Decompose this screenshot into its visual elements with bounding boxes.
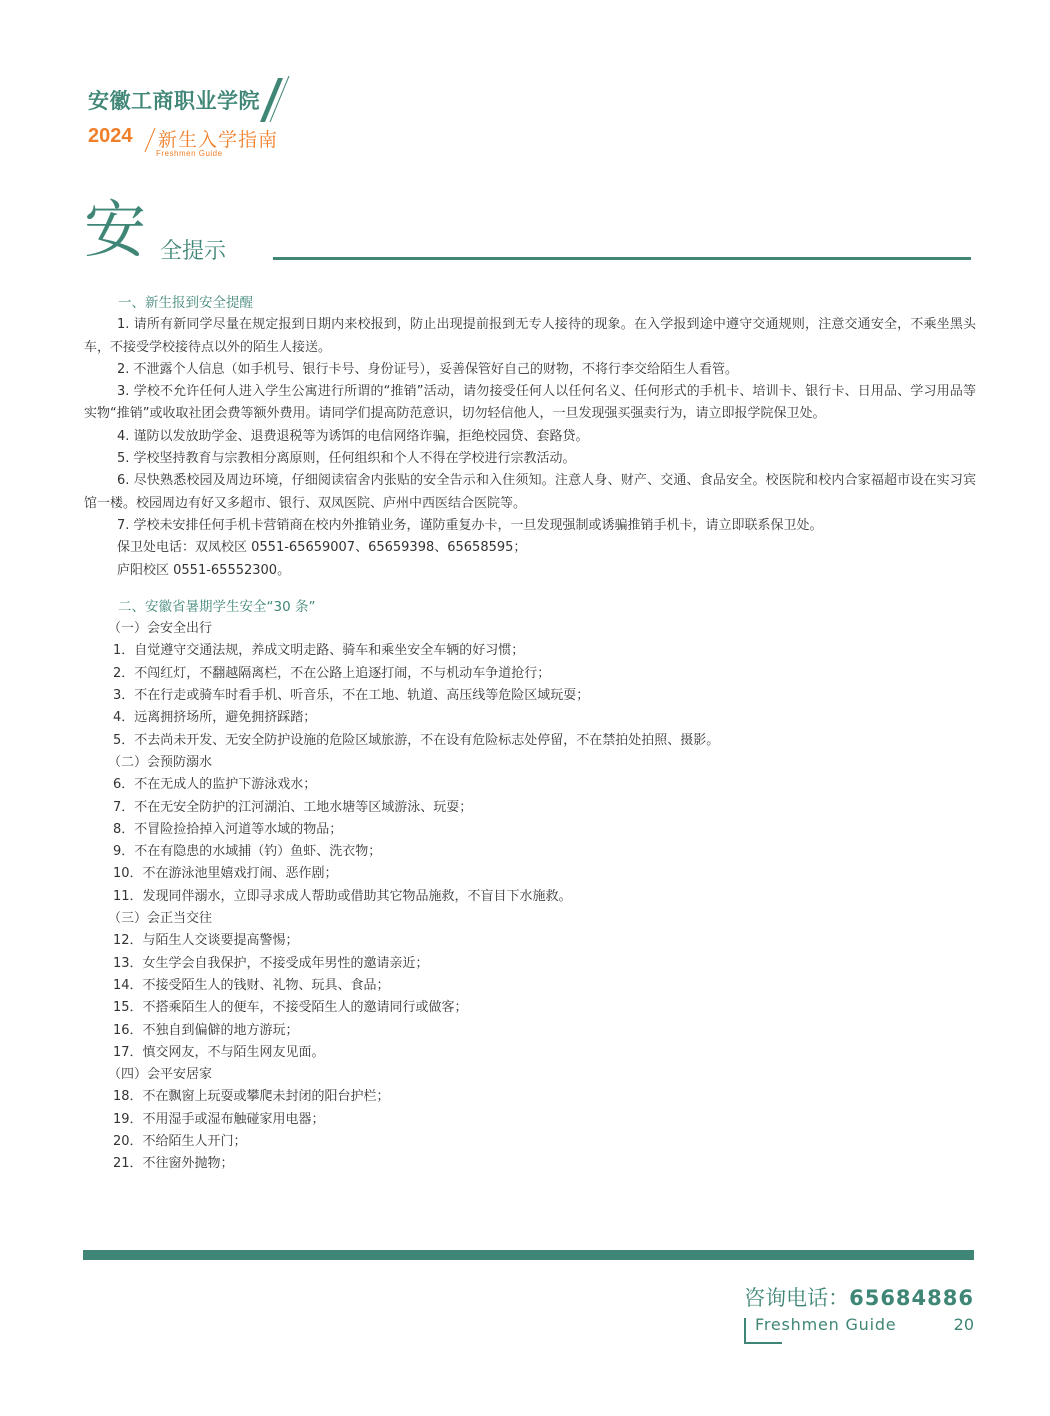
group-heading: （三）会正当交往 [108, 911, 213, 927]
school-name: 安徽工商职业学院 [88, 89, 260, 113]
list-item: 11．发现同伴溺水，立即寻求成人帮助或借助其它物品施救，不盲目下水施救。 [113, 888, 572, 904]
list-item: 10．不在游泳池里嬉戏打闹、恶作剧； [113, 866, 338, 882]
title-underline [273, 257, 971, 260]
paragraph: 2. 不泄露个人信息（如手机号、银行卡号、身份证号），妥善保管好自己的财物，不将行李交给陌生人看管。 [117, 361, 739, 377]
list-item: 8．不冒险捡拾掉入河道等水域的物品； [113, 821, 343, 837]
list-item: 18．不在飘窗上玩耍或攀爬未封闭的阳台护栏； [113, 1089, 390, 1105]
group-heading: （二）会预防溺水 [108, 754, 213, 770]
paragraph: 1. 请所有新同学尽量在规定报到日期内来校报到，防止出现提前报到无专人接待的现象。在入学报到途中遵守交通规则，注意交通安全，不乘坐黑头车，不接受学校接待点以外的陌生人接送。 [84, 317, 976, 355]
list-item: 6．不在无成人的监护下游泳戏水； [113, 777, 317, 793]
guide-year: 2024 [88, 125, 133, 147]
slash-divider-icon [144, 127, 156, 153]
list-item: 12．与陌生人交谈要提高警惕； [113, 933, 299, 949]
list-item: 1．自觉遵守交通法规，养成文明走路、骑车和乘坐安全车辆的好习惯； [113, 643, 525, 659]
paragraph: 6. 尽快熟悉校园及周边环境，仔细阅读宿舍内张贴的安全告示和入住须知。注意人身、财产、交通、食品安全。校医院和校内合家福超市设在实习宾馆一楼。校园周边有好又多超市、银行、双凤医院、庐州中西医结合医院等。 [84, 473, 976, 511]
paragraph: 5. 学校坚持教育与宗教相分离原则，任何组织和个人不得在学校进行宗教活动。 [117, 451, 576, 467]
double-slash-icon [256, 76, 292, 124]
list-item: 3．不在行走或骑车时看手机、听音乐，不在工地、轨道、高压线等危险区域玩耍； [113, 688, 590, 704]
list-item: 17．慎交网友，不与陌生网友见面。 [113, 1044, 325, 1060]
paragraph: 3. 学校不允许任何人进入学生公寓进行所谓的“推销”活动，请勿接受任何人以任何名义、任何形式的手机卡、培训卡、银行卡、日用品、学习用品等实物“推销”或收取社团会费等额外费用。请同学们提高防范意识，切勿轻信他人，一旦发现强买强卖行为，请立即报学院保卫处。 [84, 384, 976, 422]
hotline-number: 65684886 [849, 1286, 974, 1310]
section-heading: 一、新生报到安全提醒 [118, 295, 253, 311]
guide-title: 新生入学指南 [158, 129, 279, 151]
list-item: 5．不去尚未开发、无安全防护设施的危险区域旅游，不在设有危险标志处停留，不在禁拍处拍照、摄影。 [113, 732, 720, 748]
footer-divider [83, 1250, 974, 1260]
group-heading: （四）会平安居家 [108, 1067, 213, 1083]
list-item: 9．不在有隐患的水域捕（钓）鱼虾、洗衣物； [113, 844, 382, 860]
list-item: 2．不闯红灯，不翻越隔离栏，不在公路上追逐打闹，不与机动车争道抢行； [113, 665, 551, 681]
group-heading: （一）会安全出行 [108, 621, 213, 637]
paragraph: 4. 谨防以发放助学金、退费退税等为诱饵的电信网络诈骗，拒绝校园贷、套路贷。 [117, 428, 589, 444]
list-item: 4．远离拥挤场所，避免拥挤踩踏； [113, 710, 317, 726]
brand-header [88, 86, 279, 158]
page-content [84, 292, 976, 1176]
list-item: 15．不搭乘陌生人的便车，不接受陌生人的邀请同行或做客； [113, 1000, 468, 1016]
list-item: 7．不在无安全防护的江河湖泊、工地水塘等区域游泳、玩耍； [113, 799, 473, 815]
list-item: 14．不接受陌生人的钱财、礼物、玩具、食品； [113, 977, 390, 993]
page-title-rest: 全提示 [160, 239, 227, 264]
paragraph: 7. 学校未安排任何手机卡营销商在校内外推销业务，谨防重复办卡，一旦发现强制或诱骗推销手机卡，请立即联系保卫处。 [117, 517, 823, 533]
list-item: 21．不往窗外抛物； [113, 1156, 234, 1172]
page-number: 20 [953, 1315, 974, 1334]
security-phone-line: 庐阳校区 0551-65552300。 [117, 562, 291, 578]
list-item: 16．不独自到偏僻的地方游玩； [113, 1022, 299, 1038]
list-item: 13．女生学会自我保护，不接受成年男性的邀请亲近； [113, 955, 429, 971]
list-item: 20．不给陌生人开门； [113, 1133, 247, 1149]
guide-title-en: Freshmen Guide [156, 149, 223, 158]
list-item: 19．不用湿手或湿布触碰家用电器； [113, 1111, 325, 1127]
footer-guide-label: Freshmen Guide [755, 1315, 897, 1334]
page-title-first-char: 安 [84, 193, 147, 266]
hotline-label: 咨询电话： [744, 1286, 850, 1310]
security-phone-line: 保卫处电话：双凤校区 0551-65659007、65659398、65658595； [117, 540, 527, 556]
hotline [744, 1282, 974, 1312]
section-heading: 二、安徽省暑期学生安全“30 条” [118, 598, 316, 615]
